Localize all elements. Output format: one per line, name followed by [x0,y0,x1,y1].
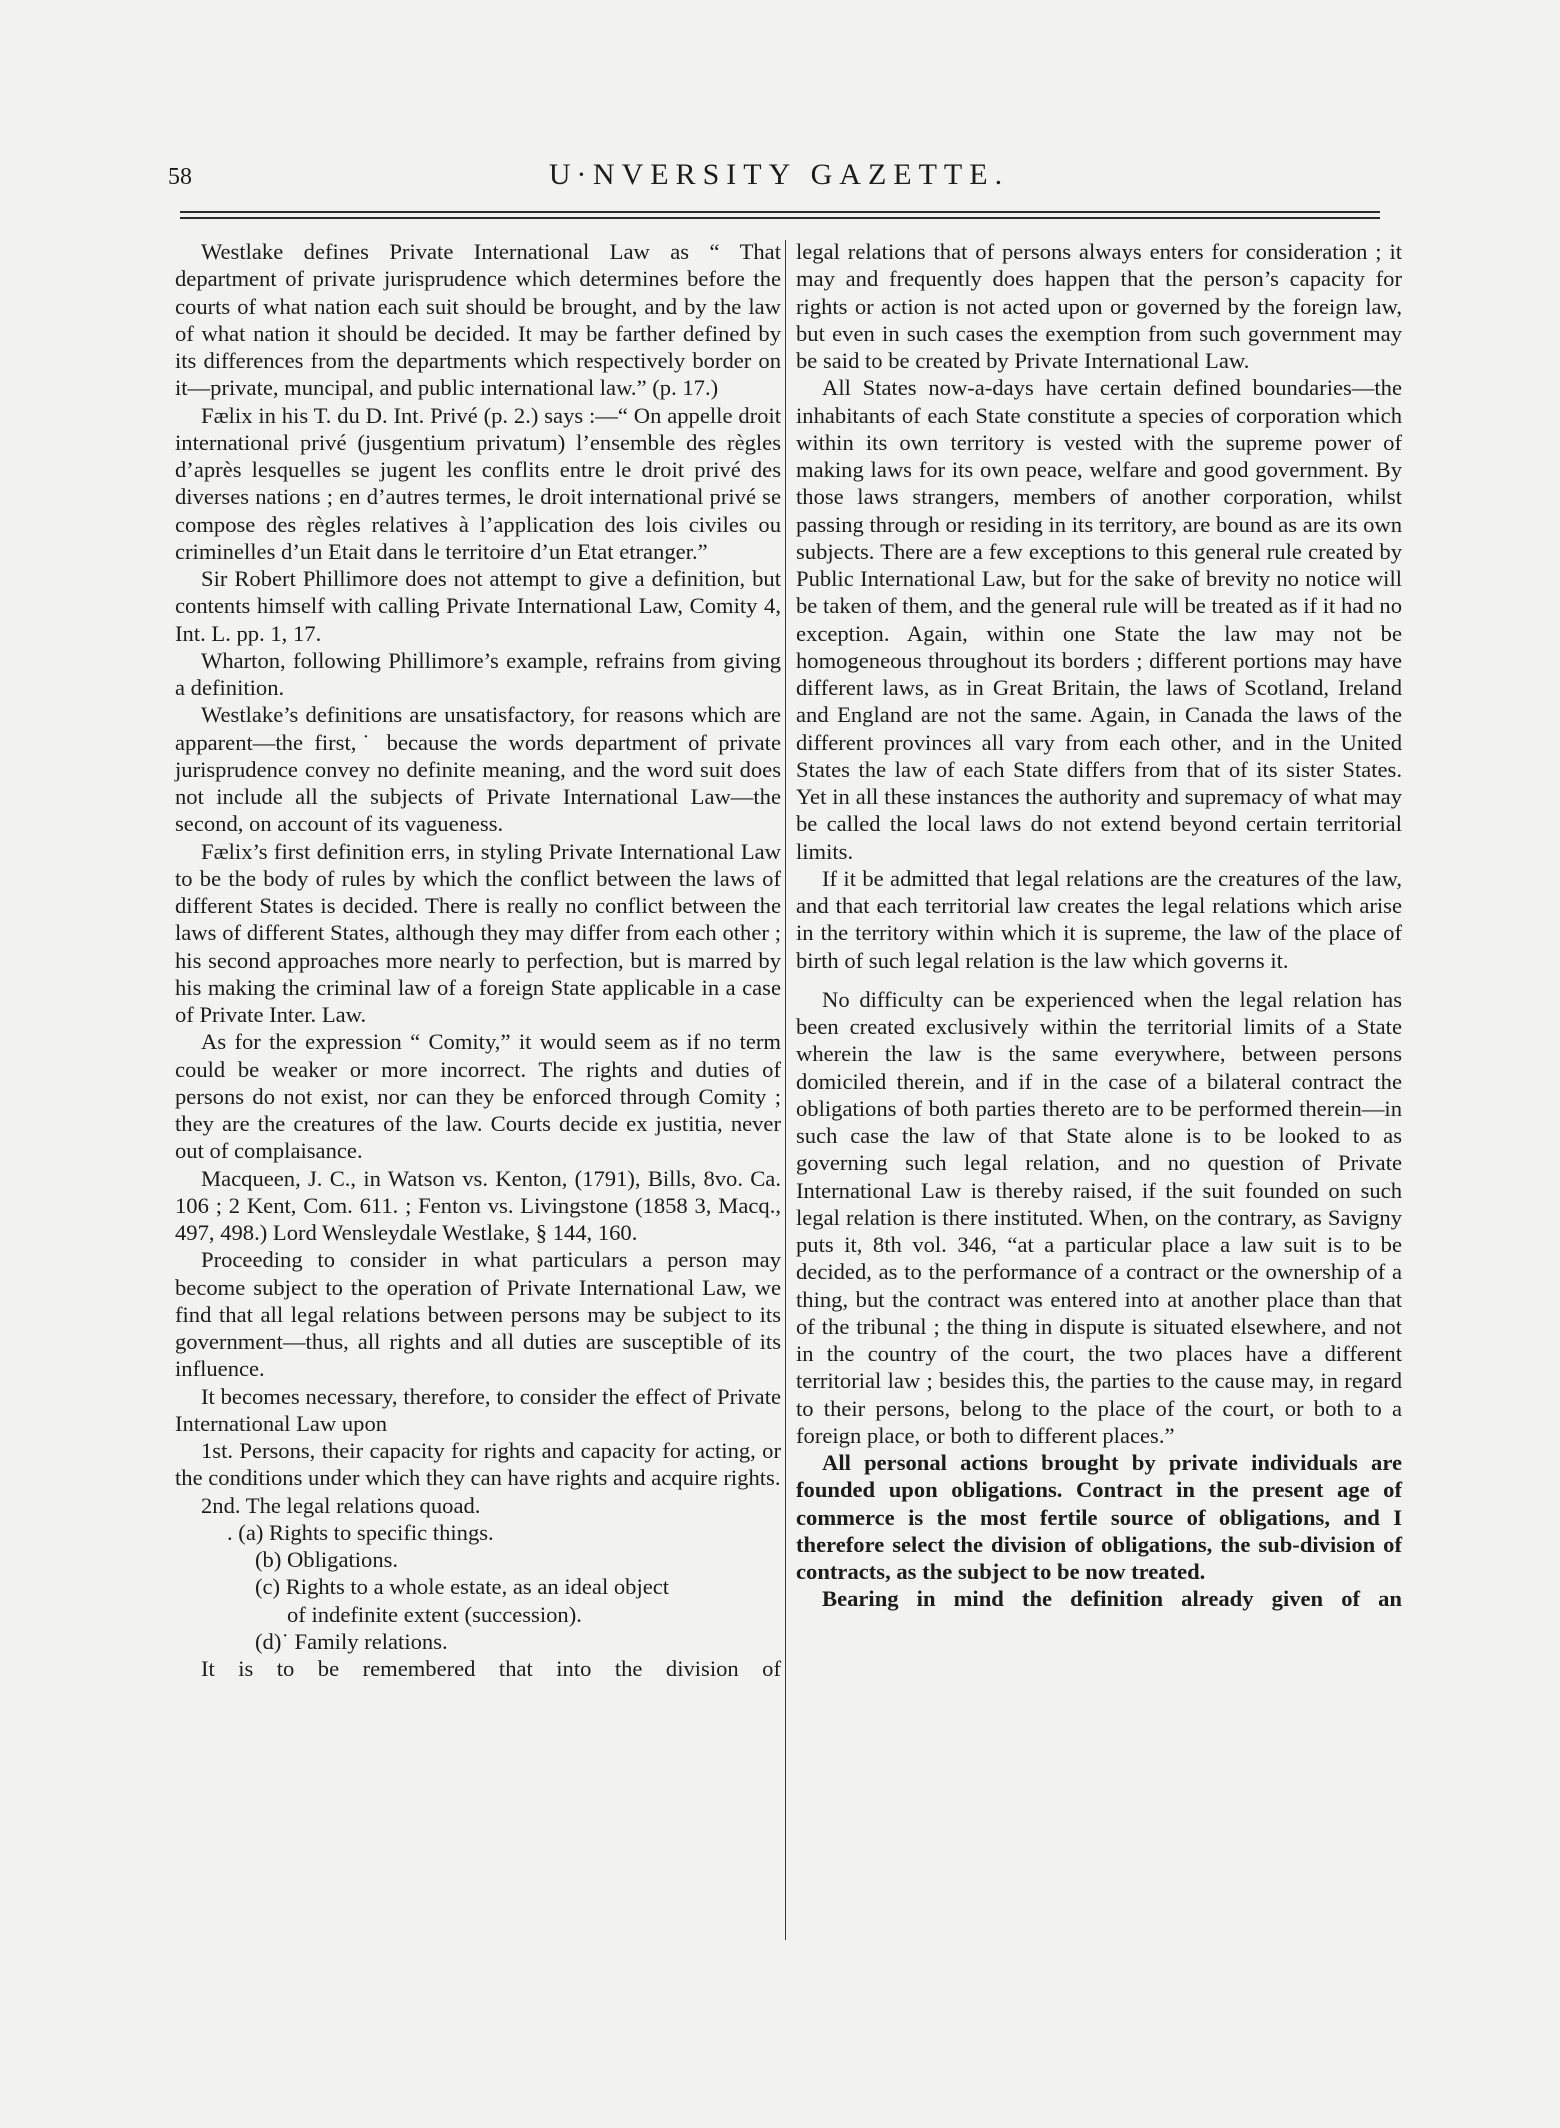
paragraph: It becomes necessary, therefore, to consider the effect of Private International Law upon [175,1383,781,1436]
paragraph: It is to be remembered that into the division of [201,1656,781,1681]
paragraph: Fælix in his T. du D. Int. Privé (p. 2.) says :—“ On appelle droit international privé (jusgentium privatum) l’ensemble des règles d’après lesquelles se jugent les conflits entre le droit privé des diverses nations ; en d’autres termes, le droit international privé se compose des règles relatives à l’application des lois civiles ou criminelles d’un Etait dans le territoire d’un Etat etranger.” [175,402,781,564]
list-item: (c) Rights to a whole estate, as an ideal object [255,1574,670,1600]
right-column [796,238,1402,1613]
paragraph: If it be admitted that legal relations are the creatures of the law, and that each territorial law creates the legal relations which arise in the territory within which it is supreme, the law of the place of birth of such legal relation is the law which governs it. [796,865,1402,973]
paragraph: Sir Robert Phillimore does not attempt to give a definition, but contents himself with calling Private International Law, Comity 4, Int. L. pp. 1, 17. [175,566,781,646]
paragraph: Westlake defines Private International Law as “ That department of private jurisprudence which determines before the courts of what nation each suit should be brought, and by the law of what nation it should be decided. It may be farther defined by its differences from the departments which respectively border on it—private, muncipal, and public international law.” (p. 17.) [175,239,781,401]
paragraph: No difficulty can be experienced when the legal relation has been created exclusively within the territorial limits of a State wherein the law is the same everywhere, between persons domiciled therein, and if in the case of a bilateral contract the obligations of both parties thereto are to be performed therein—in such case the law of that State alone is to be looked to as governing such legal relation, and no question of Private International Law is thereby raised, if the suit founded on such legal relation is there instituted. When, on the contrary, as Savigny puts it, 8th vol. 346, “at a particular place a law suit is to be decided, as to the performance of a contract or the ownership of a thing, but the contract was entered into at another place than that of the tribunal ; the thing in dispute is situated elsewhere, and not in the country of the court, the two places have a different territorial law ; besides this, the parties to the cause may, in regard to their persons, belong to the place of the court, or both to a foreign place, or both to different places.” [796,986,1402,1448]
running-title: U·NVERSITY GAZETTE. [548,158,1010,191]
paragraph: Proceeding to consider in what particulars a person may become subject to the operation of Private International Law, we find that all legal relations between persons may be subject to its government—thus, all rights and all duties are susceptible of its influence. [175,1247,781,1382]
list-item: . (a) Rights to specific things. [227,1519,494,1545]
paragraph: All personal actions brought by private individuals are founded upon obligations. Contract in the present age of commerce is the most fertile source of obligations, and I therefore select the division of obligations, the sub-division of contracts, as the subject to be now treated. [796,1450,1402,1584]
left-column [175,238,781,1682]
paragraph: 1st. Persons, their capacity for rights and capacity for acting, or the conditions under which they can have rights and acquire rights. [175,1438,781,1491]
paragraph: Bearing in mind the definition already given of an [822,1586,1402,1612]
paragraph: Westlake’s definitions are unsatisfactory, for reasons which are apparent—the first,˙ because the words department of private jurisprudence convey no definite meaning, and the word suit does not include all the subjects of Private International Law—the second, on account of its vagueness. [175,702,781,837]
paragraph: legal relations that of persons always enters for consideration ; it may and frequently does happen that the person’s capacity for rights or action is not acted upon or governed by the foreign law, but even in such cases the exemption from such government may be said to be created by Private International Law. [796,239,1402,373]
list-item: (b) Obligations. [255,1547,399,1572]
paragraph: Fælix’s first definition errs, in styling Private International Law to be the body of rules by which the conflict between the laws of different States is decided. There is really no conflict between the laws of different States, although they may differ from each other ; his second approaches more nearly to perfection, but is marred by his making the criminal law of a foreign State applicable in a case of Private Inter. Law. [175,838,781,1027]
page-number: 58 [168,164,192,190]
paragraph: Wharton, following Phillimore’s example, refrains from giving a definition. [175,647,781,700]
paragraph: All States now-a-days have certain defined boundaries—the inhabitants of each State constitute a species of corporation which within its own territory is vested with the supreme power of making laws for its own peace, welfare and good government. By those laws strangers, members of another corporation, whilst passing through or residing in its territory, are bound as are its own subjects. There are a few exceptions to this general rule created by Public International Law, but for the sake of brevity no notice will be taken of them, and the general rule will be treated as if it had no exception. Again, within one State the law may not be homogeneous throughout its borders ; different portions may have different laws, as in Great Britain, the laws of Scotland, Ireland and England are not the same. Again, in Canada the laws of the different provinces all vary from each other, and in the United States the law of each State differs from that of its sister States. Yet in all these instances the authority and supremacy of what may be called the local laws do not extend beyond certain territorial limits. [796,375,1402,864]
paragraph: Macqueen, J. C., in Watson vs. Kenton, (1791), Bills, 8vo. Ca. 106 ; 2 Kent, Com. 611. ; Fenton vs. Livingstone (1858 3, Macq., 497, 498.) Lord Wensleydale Westlake, § 144, 160. [175,1165,781,1245]
paragraph: As for the expression “ Comity,” it would seem as if no term could be weaker or more incorrect. The rights and duties of persons do not exist, nor can they be enforced through Comity ; they are the creatures of the law. Courts decide ex justitia, never out of complaisance. [175,1029,781,1164]
paragraph: 2nd. The legal relations quoad. [201,1492,481,1518]
header-rule-bottom [180,217,1380,219]
list-item-continuation: of indefinite extent (succession). [287,1601,582,1627]
page-header [168,158,1390,198]
list-item: (d)˙ Family relations. [255,1628,448,1654]
header-rule-top [180,211,1380,213]
column-divider [785,240,786,1940]
